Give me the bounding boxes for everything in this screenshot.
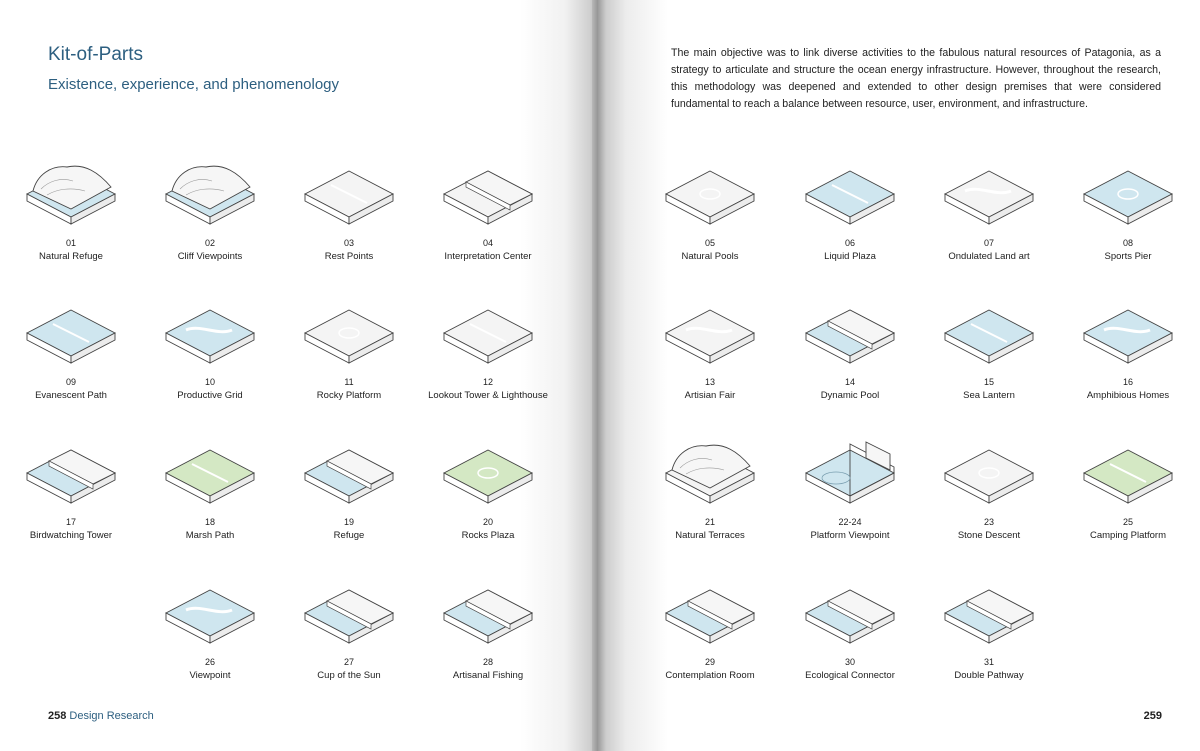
module-name: Cup of the Sun <box>317 670 381 681</box>
module-28 <box>418 579 558 681</box>
module-number: 09 <box>65 377 76 387</box>
left-page-number: 258 <box>48 710 67 722</box>
module-07 <box>919 160 1059 262</box>
module-name: Marsh Path <box>185 530 235 541</box>
module-name: Contemplation Room <box>665 670 755 681</box>
module-number: 26 <box>204 657 215 667</box>
isometric-module-diagram <box>165 299 255 365</box>
module-name: Rocky Platform <box>316 390 382 401</box>
module-name: Viewpoint <box>189 670 231 681</box>
module-name: Ondulated Land art <box>948 251 1030 262</box>
module-number: 17 <box>65 517 76 527</box>
isometric-module-diagram <box>665 160 755 226</box>
module-20 <box>418 439 558 541</box>
module-number: 21 <box>704 517 715 527</box>
module-number: 04 <box>482 238 493 248</box>
module-number: 14 <box>844 377 855 387</box>
isometric-module-diagram <box>665 439 755 505</box>
module-number: 10 <box>204 377 215 387</box>
isometric-module-diagram <box>805 299 895 365</box>
isometric-module-diagram <box>805 579 895 645</box>
module-13 <box>640 299 780 401</box>
isometric-module-diagram <box>443 299 533 365</box>
module-name: Camping Platform <box>1089 530 1167 541</box>
section-name: Design Research <box>69 710 154 722</box>
left-folio <box>48 710 154 722</box>
module-name: Rest Points <box>324 251 374 262</box>
module-09 <box>1 299 141 401</box>
module-11 <box>279 299 419 401</box>
module-number: 16 <box>1122 377 1133 387</box>
module-number: 20 <box>482 517 493 527</box>
isometric-module-diagram <box>304 299 394 365</box>
module-number: 29 <box>704 657 715 667</box>
intro-paragraph: The main objective was to link diverse activities to the fabulous natural resources of Patagonia, as a strategy to articulate and structure the ocean energy infrastructure. However, throughout the research, this methodology was deepened and extended to other design premises that were considered fundamental to reach a balance between resource, user, environment, and infrastructure. <box>671 47 1161 110</box>
module-08 <box>1058 160 1198 262</box>
isometric-module-diagram <box>26 299 116 365</box>
right-page-number: 259 <box>1143 710 1162 722</box>
module-31 <box>919 579 1059 681</box>
module-number: 30 <box>844 657 855 667</box>
module-name: Ecological Connector <box>805 670 895 681</box>
isometric-module-diagram <box>665 579 755 645</box>
module-name: Dynamic Pool <box>820 390 880 401</box>
module-name: Productive Grid <box>177 390 243 401</box>
module-name: Refuge <box>333 530 365 541</box>
module-name: Liquid Plaza <box>824 251 876 262</box>
module-name: Platform Viewpoint <box>810 530 890 541</box>
isometric-module-diagram <box>165 439 255 505</box>
module-name: Natural Pools <box>681 251 739 262</box>
module-number: 23 <box>983 517 994 527</box>
isometric-module-diagram <box>944 299 1034 365</box>
module-number: 25 <box>1122 517 1133 527</box>
module-19 <box>279 439 419 541</box>
module-number: 12 <box>482 377 493 387</box>
isometric-module-diagram <box>304 579 394 645</box>
module-10 <box>140 299 280 401</box>
module-name: Sports Pier <box>1104 251 1152 262</box>
isometric-module-diagram <box>304 439 394 505</box>
module-number: 03 <box>343 238 354 248</box>
module-number: 07 <box>983 238 994 248</box>
module-name: Lookout Tower & Lighthouse <box>428 390 548 401</box>
module-25 <box>1058 439 1198 541</box>
isometric-module-diagram <box>805 439 895 505</box>
module-16 <box>1058 299 1198 401</box>
module-03 <box>279 160 419 262</box>
isometric-module-diagram <box>1083 439 1173 505</box>
module-name: Cliff Viewpoints <box>177 251 243 262</box>
isometric-module-diagram <box>443 579 533 645</box>
isometric-module-diagram <box>443 439 533 505</box>
module-name: Sea Lantern <box>963 390 1015 401</box>
module-18 <box>140 439 280 541</box>
module-number: 08 <box>1122 238 1133 248</box>
isometric-module-diagram <box>304 160 394 226</box>
isometric-module-diagram <box>1083 299 1173 365</box>
isometric-module-diagram <box>26 160 116 226</box>
module-23 <box>919 439 1059 541</box>
module-number: 06 <box>844 238 855 248</box>
module-27 <box>279 579 419 681</box>
module-29 <box>640 579 780 681</box>
module-15 <box>919 299 1059 401</box>
isometric-module-diagram <box>944 160 1034 226</box>
module-number: 02 <box>204 238 215 248</box>
module-name: Interpretation Center <box>444 251 532 262</box>
page-title: Kit-of-Parts <box>48 44 144 65</box>
isometric-module-diagram <box>443 160 533 226</box>
module-number: 05 <box>704 238 715 248</box>
page-subtitle: Existence, experience, and phenomenology <box>48 76 340 93</box>
module-02 <box>140 160 280 262</box>
isometric-module-diagram <box>165 579 255 645</box>
module-number: 22-24 <box>838 517 862 527</box>
module-21 <box>640 439 780 541</box>
module-number: 28 <box>482 657 493 667</box>
module-name: Artisanal Fishing <box>452 670 524 681</box>
module-name: Double Pathway <box>954 670 1024 681</box>
module-04 <box>418 160 558 262</box>
module-number: 15 <box>983 377 994 387</box>
module-06 <box>780 160 920 262</box>
module-05 <box>640 160 780 262</box>
isometric-module-diagram <box>944 579 1034 645</box>
module-26 <box>140 579 280 681</box>
module-17 <box>1 439 141 541</box>
module-number: 13 <box>704 377 715 387</box>
module-number: 11 <box>344 377 354 387</box>
isometric-module-diagram <box>1083 160 1173 226</box>
module-name: Birdwatching Tower <box>29 530 113 541</box>
module-name: Natural Refuge <box>39 251 103 262</box>
module-name: Stone Descent <box>957 530 1021 541</box>
isometric-module-diagram <box>165 160 255 226</box>
module-22-24 <box>780 439 920 541</box>
module-number: 31 <box>983 657 994 667</box>
module-name: Artisian Fair <box>684 390 736 401</box>
module-14 <box>780 299 920 401</box>
module-name: Amphibious Homes <box>1086 390 1170 401</box>
isometric-module-diagram <box>805 160 895 226</box>
isometric-module-diagram <box>665 299 755 365</box>
module-12 <box>418 299 558 401</box>
module-number: 27 <box>343 657 354 667</box>
module-name: Evanescent Path <box>35 390 107 401</box>
isometric-module-diagram <box>944 439 1034 505</box>
module-number: 18 <box>204 517 215 527</box>
module-number: 19 <box>343 517 354 527</box>
module-number: 01 <box>65 238 76 248</box>
module-name: Rocks Plaza <box>461 530 515 541</box>
module-name: Natural Terraces <box>675 530 745 541</box>
isometric-module-diagram <box>26 439 116 505</box>
module-01 <box>1 160 141 262</box>
module-30 <box>780 579 920 681</box>
